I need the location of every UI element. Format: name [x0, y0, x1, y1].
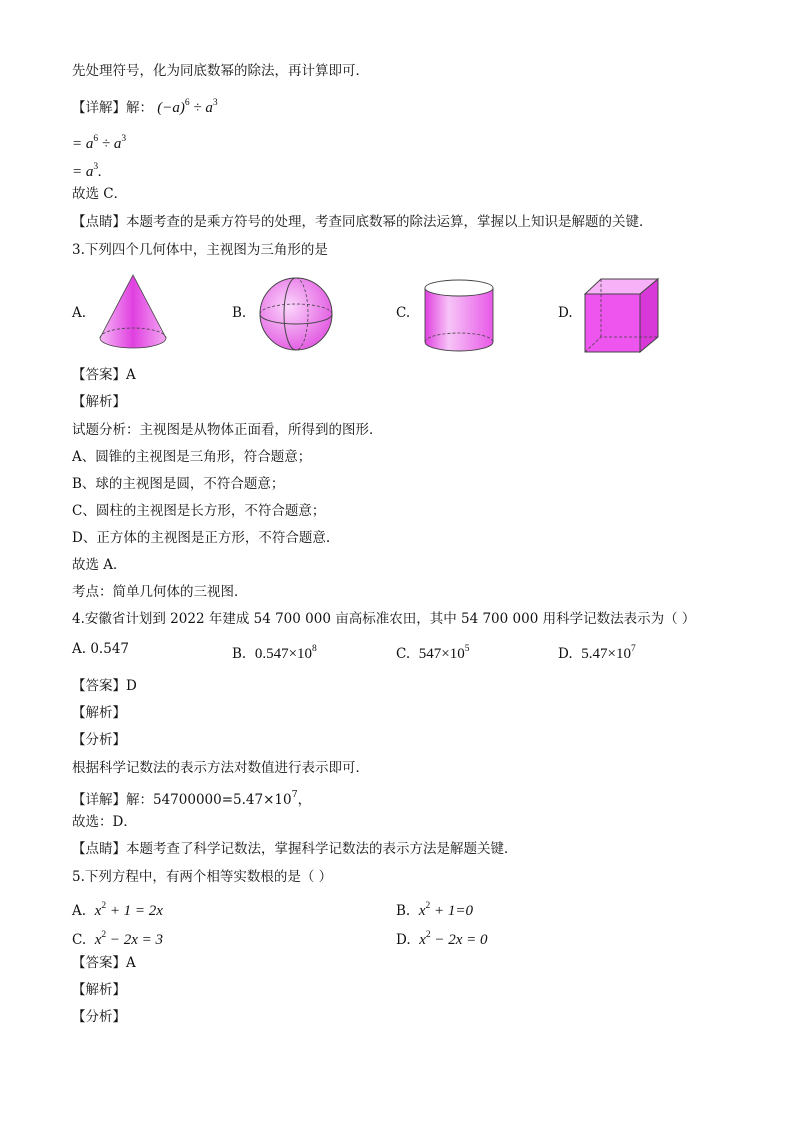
- q4-option-d: D. $5.47\times 10^7$: [558, 644, 636, 662]
- q4-comment: 【点睛】本题考查了科学记数法，掌握科学记数法的表示方法是解题关键．: [72, 841, 518, 857]
- q3-line-1: 试题分析：主视图是从物体正面看，所得到的图形．: [72, 422, 383, 438]
- q5-option-b: B. $x^2 + 1=0$: [396, 901, 473, 919]
- q3-option-b-letter: B.: [232, 305, 247, 321]
- q4-option-b: B. $0.547\times 10^8$: [232, 644, 317, 662]
- q5-stem: 5.下列方程中，有两个相等实数根的是（ ）: [72, 869, 333, 885]
- q3-option-a-letter: A.: [72, 305, 87, 321]
- q3-line-5: D、正方体的主视图是正方形，不符合题意.: [72, 530, 331, 546]
- prev-comment: 【点睛】本题考查的是乘方符号的处理，考查同底数幂的除法运算，掌握以上知识是解题的关键．: [72, 214, 653, 230]
- q3-option-c-letter: C.: [396, 305, 411, 321]
- q4-choose: 故选：D．: [72, 814, 137, 830]
- q3-answer: 【答案】A: [72, 367, 136, 383]
- prev-step2: = $a^3$.: [72, 162, 102, 180]
- q3-line-6: 故选 A．: [72, 557, 127, 573]
- q4-stem: 4.安徽省计划到 2022 年建成 54 700 000 亩高标准农田，其中 54 700 000 用科学记数法表示为（ ）: [72, 611, 696, 627]
- q5-option-d: D. $x^2 - 2x = 0$: [396, 930, 488, 948]
- prev-step1: = $a^6 \div a^3$: [72, 134, 127, 152]
- q3-line-2: A、圆锥的主视图是三角形，符合题意；: [72, 449, 312, 465]
- q4-option-c: C. $547\times 10^5$: [396, 644, 470, 662]
- q3-line-7: 考点：简单几何体的三视图．: [72, 584, 248, 600]
- q4-analysis-tag: 【解析】: [72, 705, 126, 721]
- cone-figure: [92, 272, 174, 354]
- q3-line-4: C、圆柱的主视图是长方形，不符合题意；: [72, 503, 326, 519]
- cylinder-figure: [422, 278, 496, 356]
- q3-line-3: B、球的主视图是圆，不符合题意；: [72, 476, 285, 492]
- q5-option-c: C. $x^2 - 2x = 3$: [72, 930, 164, 948]
- cube-figure: [582, 276, 662, 356]
- q3-stem: 3.下列四个几何体中，主视图为三角形的是: [72, 242, 328, 258]
- q4-fenxi: 根据科学记数法的表示方法对数值进行表示即可．: [72, 760, 369, 776]
- expression: $(-a)^6 \div a^3$: [157, 98, 218, 116]
- sphere-figure: [256, 276, 338, 352]
- prev-hint: 先处理符号，化为同底数幂的除法，再计算即可．: [72, 63, 369, 79]
- q5-option-a: A. $x^2 + 1 = 2x$: [72, 901, 163, 919]
- q4-answer: 【答案】D: [72, 678, 137, 694]
- detail-prefix: 解：: [126, 100, 153, 116]
- prev-choose: 故选 C．: [72, 186, 128, 202]
- q3-option-d-letter: D.: [558, 305, 573, 321]
- detail-tag: 【详解】: [72, 100, 126, 116]
- q4-option-a: A. 0.547: [72, 641, 129, 657]
- q4-fenxi-tag: 【分析】: [72, 732, 126, 748]
- q3-analysis-tag: 【解析】: [72, 394, 126, 410]
- q4-detail: 【详解】解：$54700000=5.47\times 10^7$，: [72, 789, 312, 808]
- prev-detail: [72, 94, 218, 117]
- q5-fenxi-tag: 【分析】: [72, 1009, 126, 1025]
- q5-analysis-tag: 【解析】: [72, 982, 126, 998]
- q5-answer: 【答案】A: [72, 955, 136, 971]
